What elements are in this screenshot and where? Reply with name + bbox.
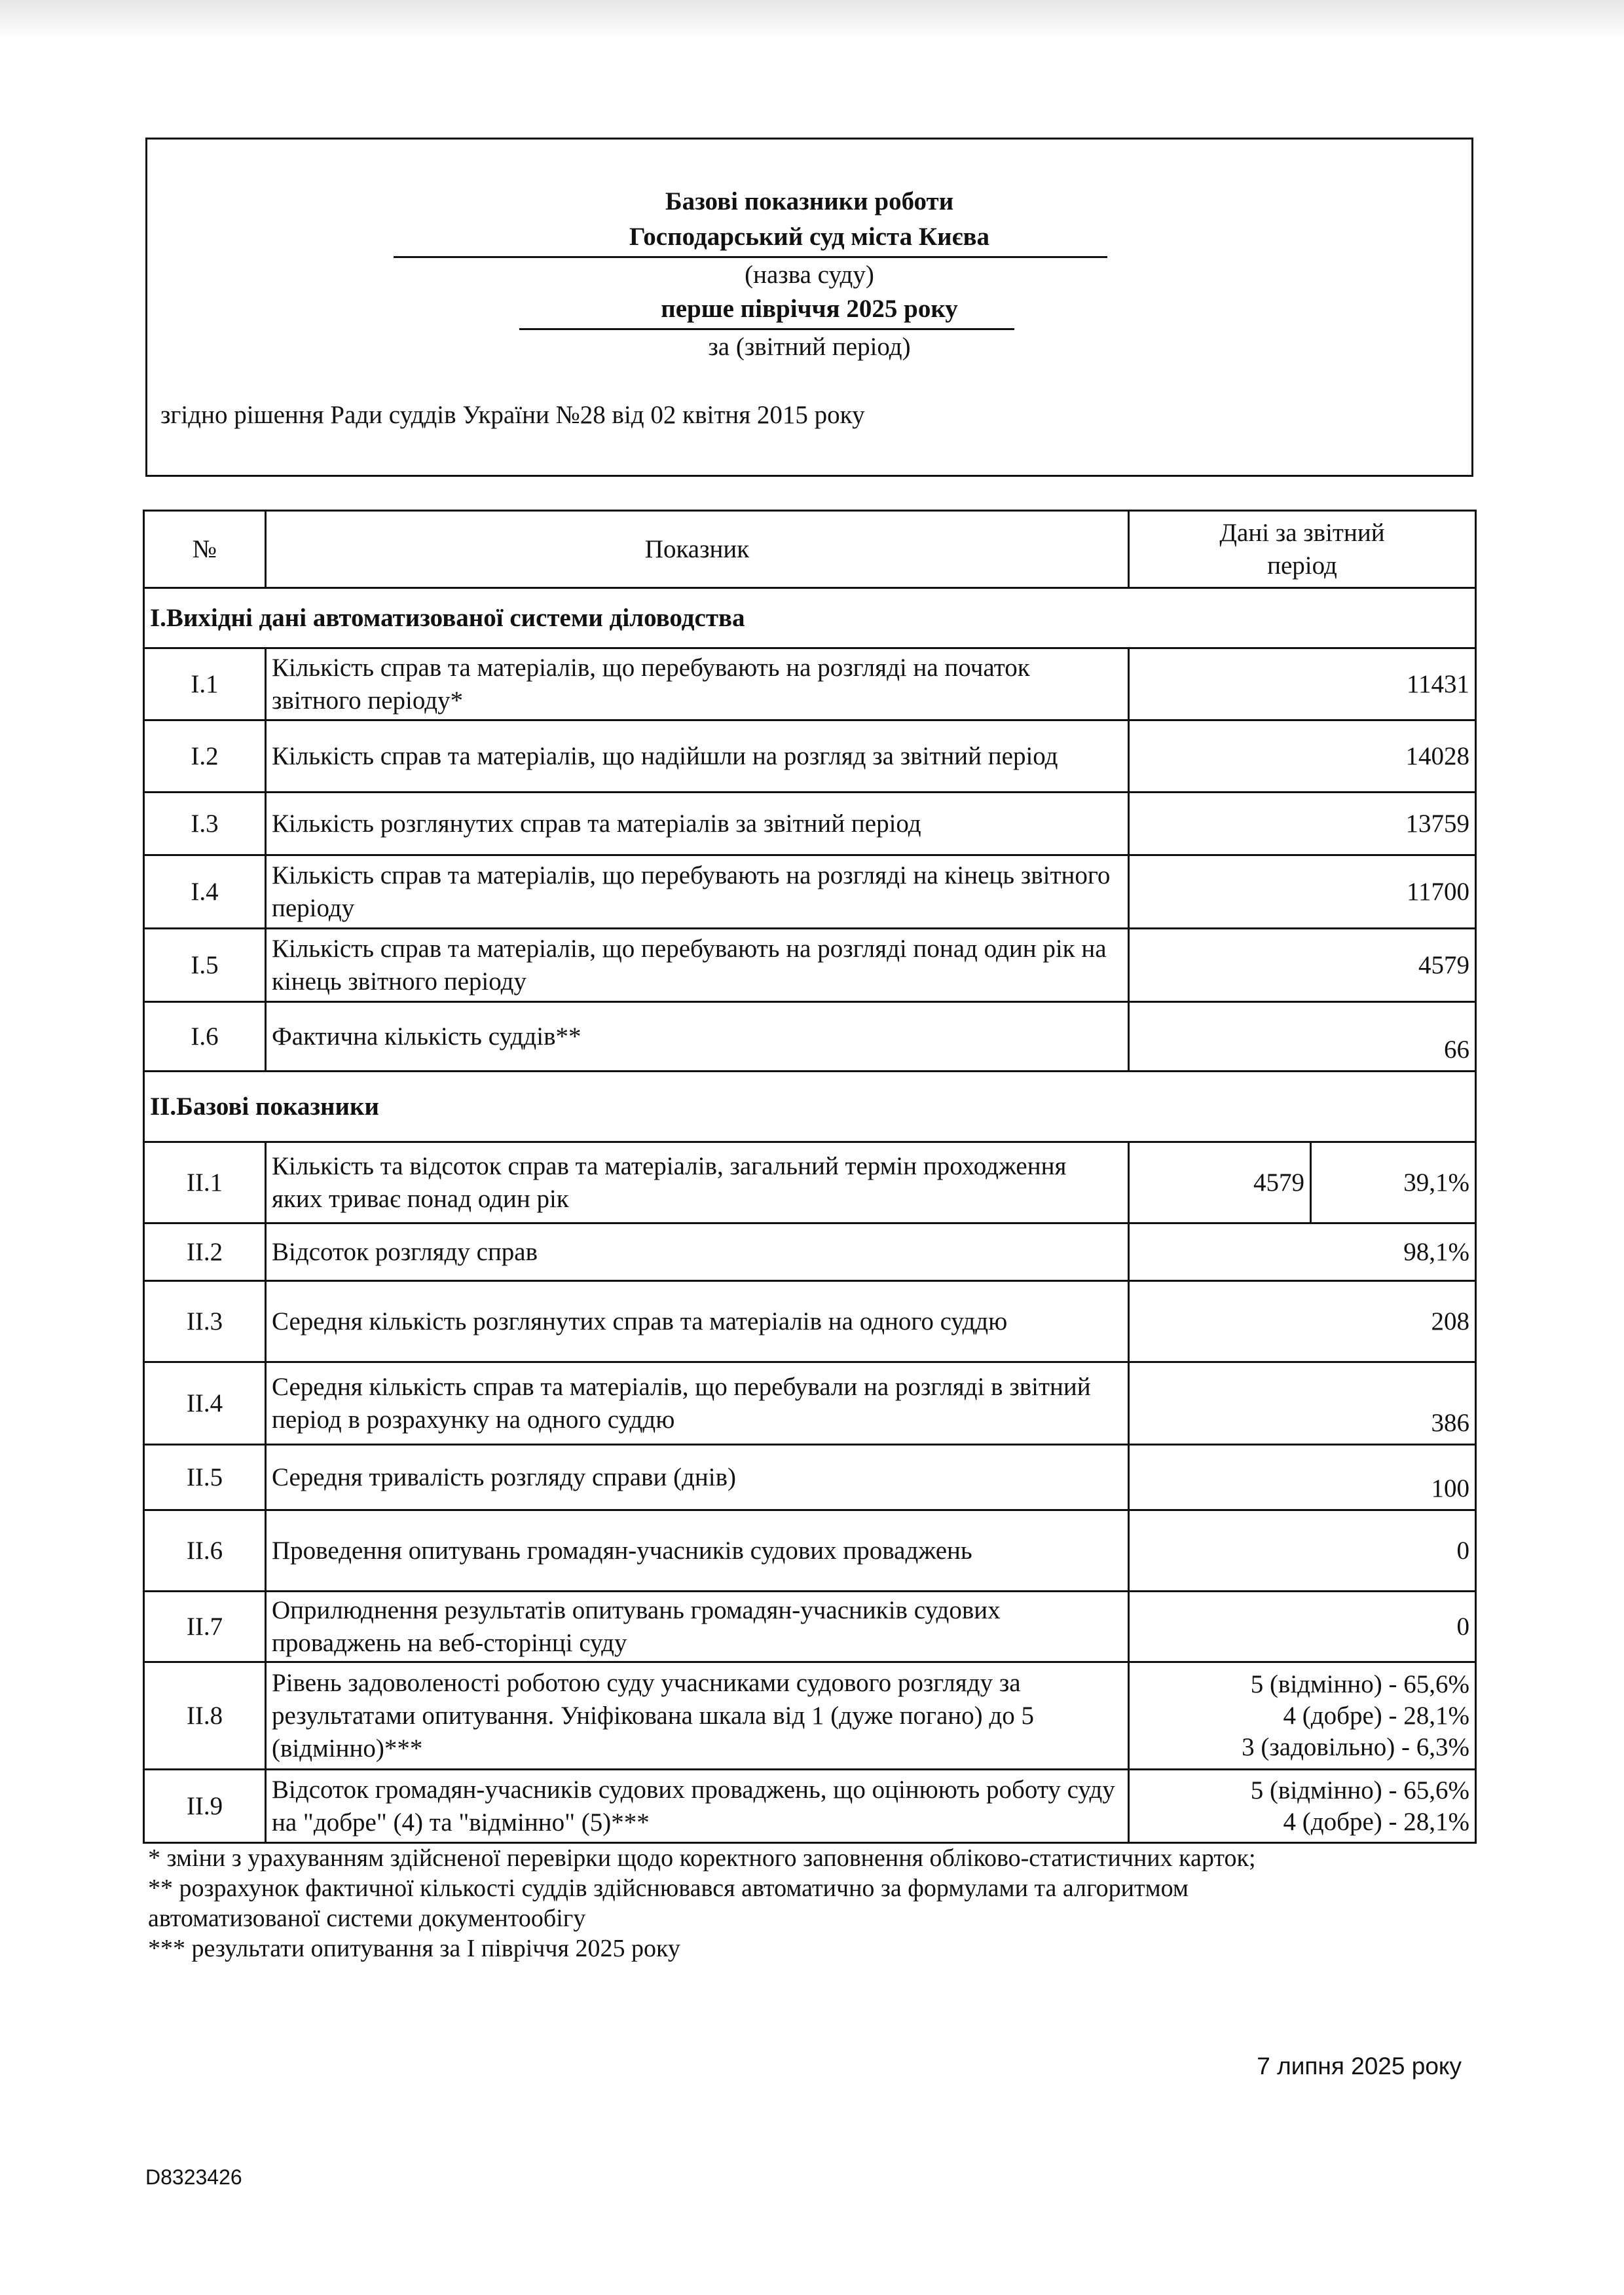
table-row: [144, 855, 1476, 929]
column-header-data-line1: Дані за звітний: [1219, 518, 1385, 547]
column-header-data-line2: період: [1267, 551, 1337, 580]
table-row: [144, 648, 1476, 720]
footnote-3: *** результати опитування за І півріччя 2025 року: [148, 1935, 680, 1962]
document-date: 7 липня 2025 року: [1257, 2053, 1462, 2080]
section-title-1: І.Вихідні дані автоматизованої системи діловодства: [144, 588, 1476, 648]
row-value: 98,1%: [1129, 1223, 1476, 1281]
row-indicator: Відсоток громадян-учасників судових проваджень, що оцінюють роботу суду на "добре" (4) та "відмінно" (5)***: [266, 1770, 1129, 1843]
row-value: 4579: [1129, 929, 1476, 1002]
indicators-table: [143, 510, 1477, 1844]
row-number: ІІ.7: [144, 1592, 266, 1662]
rating-line: 5 (відмінно) - 65,6%: [1250, 1670, 1469, 1698]
table-row: [144, 1281, 1476, 1362]
row-number: ІІ.9: [144, 1770, 266, 1843]
scan-edge: [0, 0, 1624, 39]
row-value: 386: [1129, 1362, 1476, 1445]
row-number: І.5: [144, 929, 266, 1002]
row-indicator: Кількість справ та матеріалів, що надійшли на розгляд за звітний період: [266, 720, 1129, 793]
rating-line: 4 (добре) - 28,1%: [1283, 1807, 1469, 1836]
footnote-1: * зміни з урахуванням здійсненої перевірки щодо коректного заповнення обліково-статистичних карток;: [148, 1844, 1256, 1872]
row-value: 13759: [1129, 793, 1476, 855]
row-indicator: Рівень задоволеності роботою суду учасниками судового розгляду за результатами опитування. Уніфікована шкала від 1 (дуже погано) до 5 (відмінно)***: [266, 1662, 1129, 1770]
row-value: 11700: [1129, 855, 1476, 929]
council-decision-reference: згідно рішення Ради суддів України №28 від 02 квітня 2015 року: [160, 401, 865, 429]
row-value: 208: [1129, 1281, 1476, 1362]
table-row: [144, 1223, 1476, 1281]
court-name-underline: [394, 256, 1107, 258]
table-row: [144, 1142, 1476, 1223]
row-number: ІІ.1: [144, 1142, 266, 1223]
row-value-count: 4579: [1129, 1142, 1311, 1223]
table-row: [144, 793, 1476, 855]
row-indicator: Середня тривалість розгляду справи (днів): [266, 1445, 1129, 1510]
row-number: І.6: [144, 1002, 266, 1072]
table-row: [144, 1662, 1476, 1770]
row-number: ІІ.8: [144, 1662, 266, 1770]
row-value: 66: [1129, 1002, 1476, 1072]
rating-line: 5 (відмінно) - 65,6%: [1250, 1776, 1469, 1804]
document-code: D8323426: [145, 2165, 242, 2189]
row-indicator: Кількість справ та матеріалів, що перебувають на розгляді на початок звітного періоду*: [266, 648, 1129, 720]
row-number: ІІ.2: [144, 1223, 266, 1281]
section-row: [144, 1072, 1476, 1142]
row-value-list: [1129, 1662, 1476, 1770]
row-number: ІІ.3: [144, 1281, 266, 1362]
rating-line: 3 (задовільно) - 6,3%: [1242, 1732, 1469, 1761]
row-indicator: Фактична кількість суддів**: [266, 1002, 1129, 1072]
footnotes: [148, 1843, 1484, 1964]
section-title-2: ІІ.Базові показники: [144, 1072, 1476, 1142]
row-indicator: Середня кількість справ та матеріалів, що перебували на розгляді в звітний період в розрахунку на одного суддю: [266, 1362, 1129, 1445]
row-value-percent: 39,1%: [1311, 1142, 1476, 1223]
row-number: ІІ.5: [144, 1445, 266, 1510]
row-value-list: [1129, 1770, 1476, 1843]
row-value: 100: [1129, 1445, 1476, 1510]
row-indicator: Відсоток розгляду справ: [266, 1223, 1129, 1281]
row-indicator: Проведення опитувань громадян-учасників судових проваджень: [266, 1510, 1129, 1592]
column-header-indicator: Показник: [266, 511, 1129, 588]
row-value: 0: [1129, 1510, 1476, 1592]
row-number: І.2: [144, 720, 266, 793]
row-value: 0: [1129, 1592, 1476, 1662]
row-indicator: Кількість розглянутих справ та матеріалів за звітний період: [266, 793, 1129, 855]
period-caption: за (звітний період): [708, 333, 911, 361]
row-number: ІІ.4: [144, 1362, 266, 1445]
table-row: [144, 1770, 1476, 1843]
row-indicator: Кількість справ та матеріалів, що перебувають на розгляді понад один рік на кінець звітного періоду: [266, 929, 1129, 1002]
table-row: [144, 1362, 1476, 1445]
column-header-number: №: [144, 511, 266, 588]
row-indicator: Середня кількість розглянутих справ та матеріалів на одного суддю: [266, 1281, 1129, 1362]
footnote-2: ** розрахунок фактичної кількості суддів здійснювався автоматично за формулами та алгоритмом: [148, 1875, 1189, 1902]
rating-line: 4 (добре) - 28,1%: [1283, 1701, 1469, 1730]
court-name-caption: (назва суду): [745, 261, 874, 289]
reporting-period: перше півріччя 2025 року: [661, 295, 958, 323]
header-box: [145, 138, 1473, 477]
table-row: [144, 929, 1476, 1002]
column-header-data: [1129, 511, 1476, 588]
row-indicator: Кількість та відсоток справ та матеріалів, загальний термін проходження яких триває понад один рік: [266, 1142, 1129, 1223]
table-row: [144, 1002, 1476, 1072]
row-value: 14028: [1129, 720, 1476, 793]
row-value: 11431: [1129, 648, 1476, 720]
row-indicator: Оприлюднення результатів опитувань громадян-учасників судових проваджень на веб-сторінці суду: [266, 1592, 1129, 1662]
row-indicator: Кількість справ та матеріалів, що перебувають на розгляді на кінець звітного періоду: [266, 855, 1129, 929]
row-number: І.1: [144, 648, 266, 720]
row-number: І.4: [144, 855, 266, 929]
report-title: Базові показники роботи: [665, 187, 954, 215]
period-underline: [519, 328, 1014, 330]
footnote-2-continued: автоматизованої системи документообігу: [148, 1905, 586, 1932]
table-row: [144, 720, 1476, 793]
court-name: Господарський суд міста Києва: [629, 223, 990, 251]
row-number: І.3: [144, 793, 266, 855]
table-row: [144, 1592, 1476, 1662]
row-number: ІІ.6: [144, 1510, 266, 1592]
section-row: [144, 588, 1476, 648]
table-row: [144, 1510, 1476, 1592]
table-header-row: [144, 511, 1476, 588]
table-row: [144, 1445, 1476, 1510]
